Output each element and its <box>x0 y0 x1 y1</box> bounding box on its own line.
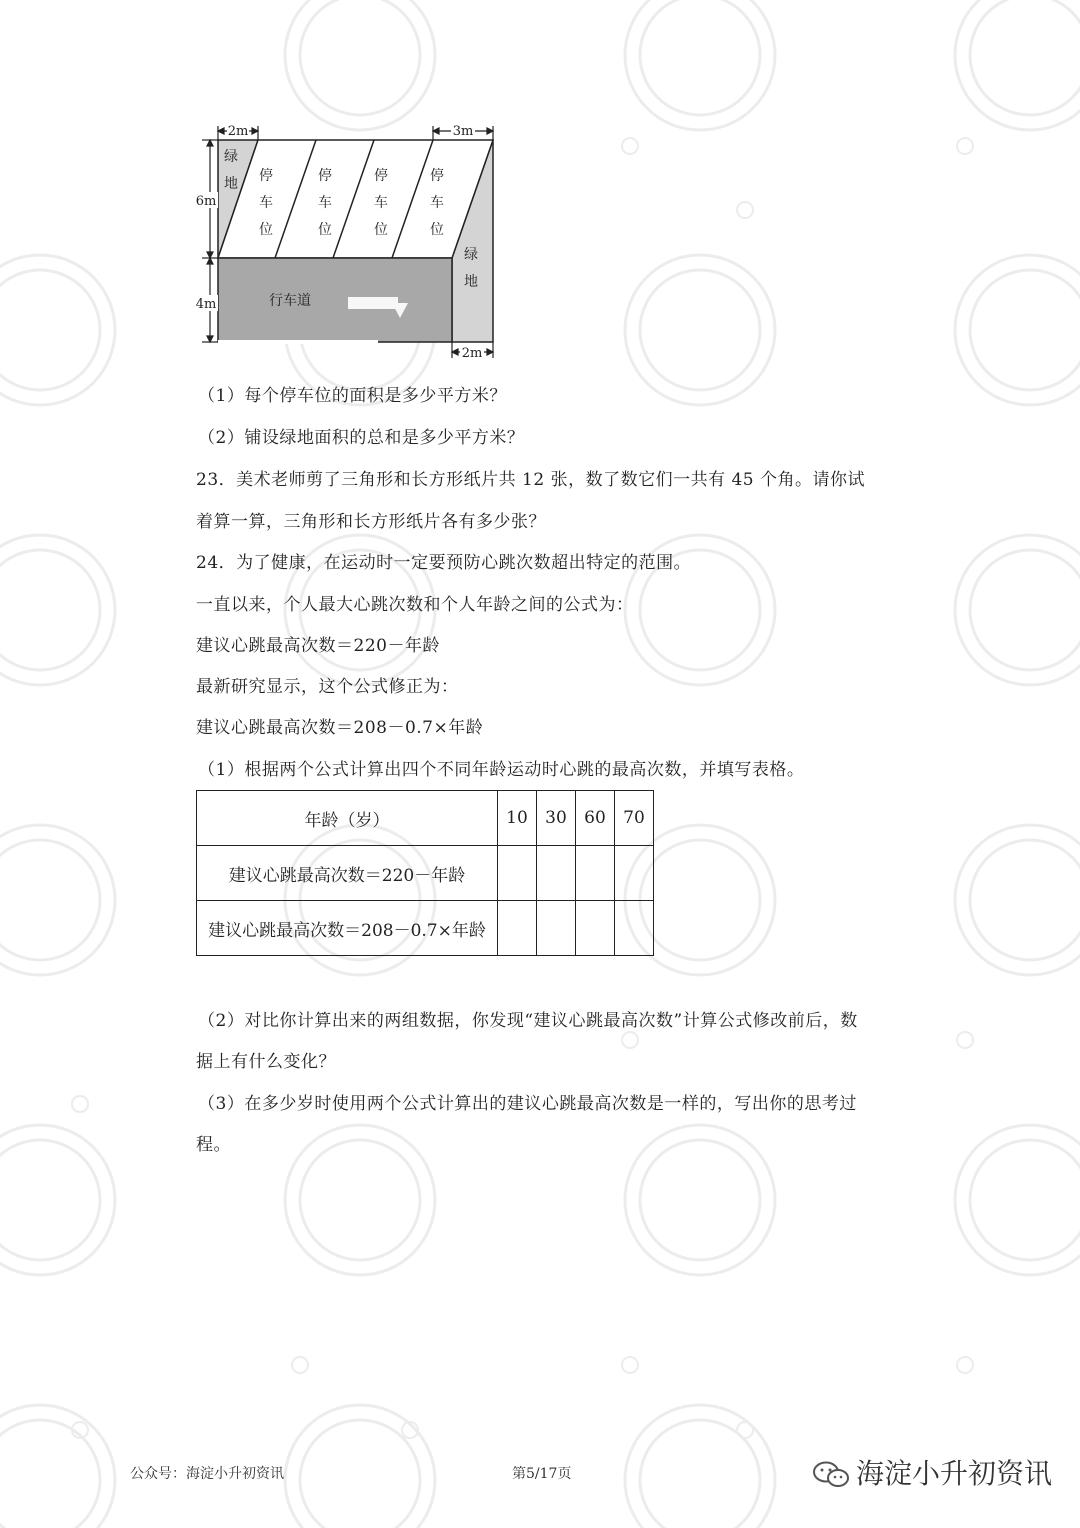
age-10: 10 <box>498 791 537 846</box>
spot3-char3: 位 <box>374 222 388 238</box>
row2-cell-70[interactable] <box>615 901 654 956</box>
dim-bottom-right: 2m <box>461 346 483 361</box>
q24-sub2-line2: 据上有什么变化？ <box>196 1052 336 1072</box>
parking-lot-diagram <box>190 118 510 363</box>
row1-cell-60[interactable] <box>576 846 615 901</box>
table-row <box>197 901 654 956</box>
row2-cell-10[interactable] <box>498 901 537 956</box>
green-right-char1: 绿 <box>464 247 478 263</box>
formula-old: 建议心跳最高次数＝220－年龄 <box>196 636 440 656</box>
row1-label: 建议心跳最高次数＝220－年龄 <box>197 846 498 901</box>
brand-name: 海淀小升初资讯 <box>856 1457 1053 1490</box>
road-label: 行车道 <box>269 293 311 309</box>
spot1-char3: 位 <box>259 222 273 238</box>
q22-sub2: （2）铺设绿地面积的总和是多少平方米？ <box>198 428 525 448</box>
spot2-char3: 位 <box>318 222 332 238</box>
q23-line2: 着算一算，三角形和长方形纸片各有多少张？ <box>196 512 546 532</box>
heart-rate-table <box>196 790 654 956</box>
driveway <box>218 258 452 342</box>
age-30: 30 <box>537 791 576 846</box>
row1-cell-10[interactable] <box>498 846 537 901</box>
spot2-char2: 车 <box>318 195 332 211</box>
spot4-char3: 位 <box>430 222 444 238</box>
spot1-char2: 车 <box>259 195 273 211</box>
row1-cell-70[interactable] <box>615 846 654 901</box>
age-70: 70 <box>615 791 654 846</box>
q24-line2: 一直以来，个人最大心跳次数和个人年龄之间的公式为： <box>196 595 634 615</box>
q24-intro: 24．为了健康，在运动时一定要预防心跳次数超出特定的范围。 <box>196 553 692 573</box>
age-60: 60 <box>576 791 615 846</box>
spot3-char2: 车 <box>374 195 388 211</box>
dim-left-lower: 4m <box>195 297 217 312</box>
spot2-char1: 停 <box>318 168 332 184</box>
row1-cell-30[interactable] <box>537 846 576 901</box>
q22-sub1: （1）每个停车位的面积是多少平方米？ <box>198 386 507 406</box>
spot3-char1: 停 <box>374 168 388 184</box>
q24-sub3-line2: 程。 <box>196 1135 231 1155</box>
q24-sub2-line1: （2）对比你计算出来的两组数据，你发现“建议心跳最高次数”计算公式修改前后，数 <box>198 1011 858 1031</box>
table-row <box>197 846 654 901</box>
q23-line1: 23．美术老师剪了三角形和长方形纸片共 12 张，数了数它们一共有 45 个角。请你试 <box>196 470 866 490</box>
page-number: 第5/17页 <box>512 1466 572 1482</box>
spot4-char1: 停 <box>430 168 444 184</box>
green-left-char1: 绿 <box>224 149 238 165</box>
spot4-char2: 车 <box>430 195 444 211</box>
row2-cell-30[interactable] <box>537 901 576 956</box>
green-left-char2: 地 <box>224 176 238 192</box>
table-header-row <box>197 791 654 846</box>
footer-account: 公众号：海淀小升初资讯 <box>130 1466 284 1482</box>
dim-top-right: 3m <box>452 124 474 139</box>
q24-line4: 最新研究显示，这个公式修正为： <box>196 677 459 697</box>
spot1-char1: 停 <box>259 168 273 184</box>
formula-new: 建议心跳最高次数＝208－0.7×年龄 <box>196 718 484 738</box>
row2-cell-60[interactable] <box>576 901 615 956</box>
wechat-icon <box>812 1460 852 1490</box>
q24-sub3-line1: （3）在多少岁时使用两个公式计算出的建议心跳最高次数是一样的，写出你的思考过 <box>198 1094 857 1114</box>
dim-left-upper: 6m <box>195 194 217 209</box>
age-header: 年龄（岁） <box>197 791 498 846</box>
q24-sub1: （1）根据两个公式计算出四个不同年龄运动时心跳的最高次数，并填写表格。 <box>198 760 805 780</box>
row2-label: 建议心跳最高次数＝208－0.7×年龄 <box>197 901 498 956</box>
green-right-char2: 地 <box>464 274 478 290</box>
dim-top-left: 2m <box>227 124 249 139</box>
